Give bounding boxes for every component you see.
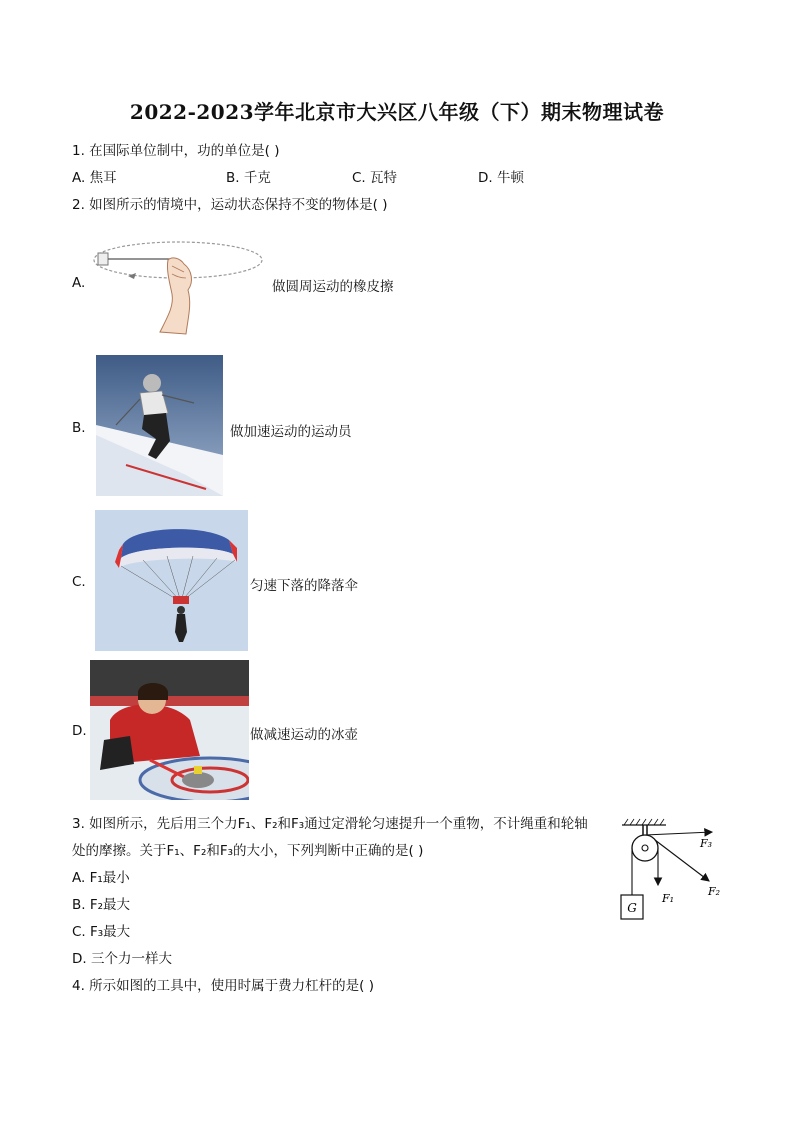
q2-option-c-caption: 匀速下落的降落伞 — [250, 578, 358, 594]
q1-option-a: A. 焦耳 — [72, 170, 117, 186]
parachute-image — [95, 510, 248, 651]
weight-label: G — [627, 901, 637, 915]
f1-label: F₁ — [662, 892, 675, 905]
q1-option-b: B. 千克 — [226, 170, 271, 186]
q3-option-d: D. 三个力一样大 — [72, 951, 172, 967]
q2-option-a-letter: A. — [72, 275, 86, 291]
eraser-circular-motion-image — [88, 232, 266, 340]
q4-stem: 4. 所示如图的工具中，使用时属于费力杠杆的是( ) — [72, 978, 374, 994]
q2-option-d-letter: D. — [72, 723, 87, 739]
q1-option-c: C. 瓦特 — [352, 170, 398, 186]
curling-image — [90, 660, 249, 800]
q1-stem: 1. 在国际单位制中，功的单位是( ) — [72, 143, 280, 159]
q2-option-d-caption: 做减速运动的冰壶 — [250, 727, 358, 743]
q1-option-d: D. 牛顿 — [478, 170, 524, 186]
q2-stem: 2. 如图所示的情境中，运动状态保持不变的物体是( ) — [72, 197, 388, 213]
q3-option-a: A. F₁最小 — [72, 870, 130, 886]
q3-option-c: C. F₃最大 — [72, 924, 131, 940]
f2-label: F₂ — [708, 885, 721, 898]
skier-image — [96, 355, 223, 496]
q2-option-c-letter: C. — [72, 574, 86, 590]
f3-label: F₃ — [700, 837, 713, 850]
q3-stem-line1: 3. 如图所示，先后用三个力F₁、F₂和F₃通过定滑轮匀速提升一个重物，不计绳重和轮轴 — [72, 816, 588, 832]
pulley-diagram — [612, 815, 728, 927]
exam-title: 2022-2023学年北京市大兴区八年级（下）期末物理试卷 — [129, 100, 665, 124]
q2-option-b-letter: B. — [72, 420, 86, 436]
q2-option-a-caption: 做圆周运动的橡皮擦 — [272, 279, 394, 295]
q3-option-b: B. F₂最大 — [72, 897, 131, 913]
q3-stem-line2: 处的摩擦。关于F₁、F₂和F₃的大小，下列判断中正确的是( ) — [72, 843, 424, 859]
q2-option-b-caption: 做加速运动的运动员 — [230, 424, 352, 440]
